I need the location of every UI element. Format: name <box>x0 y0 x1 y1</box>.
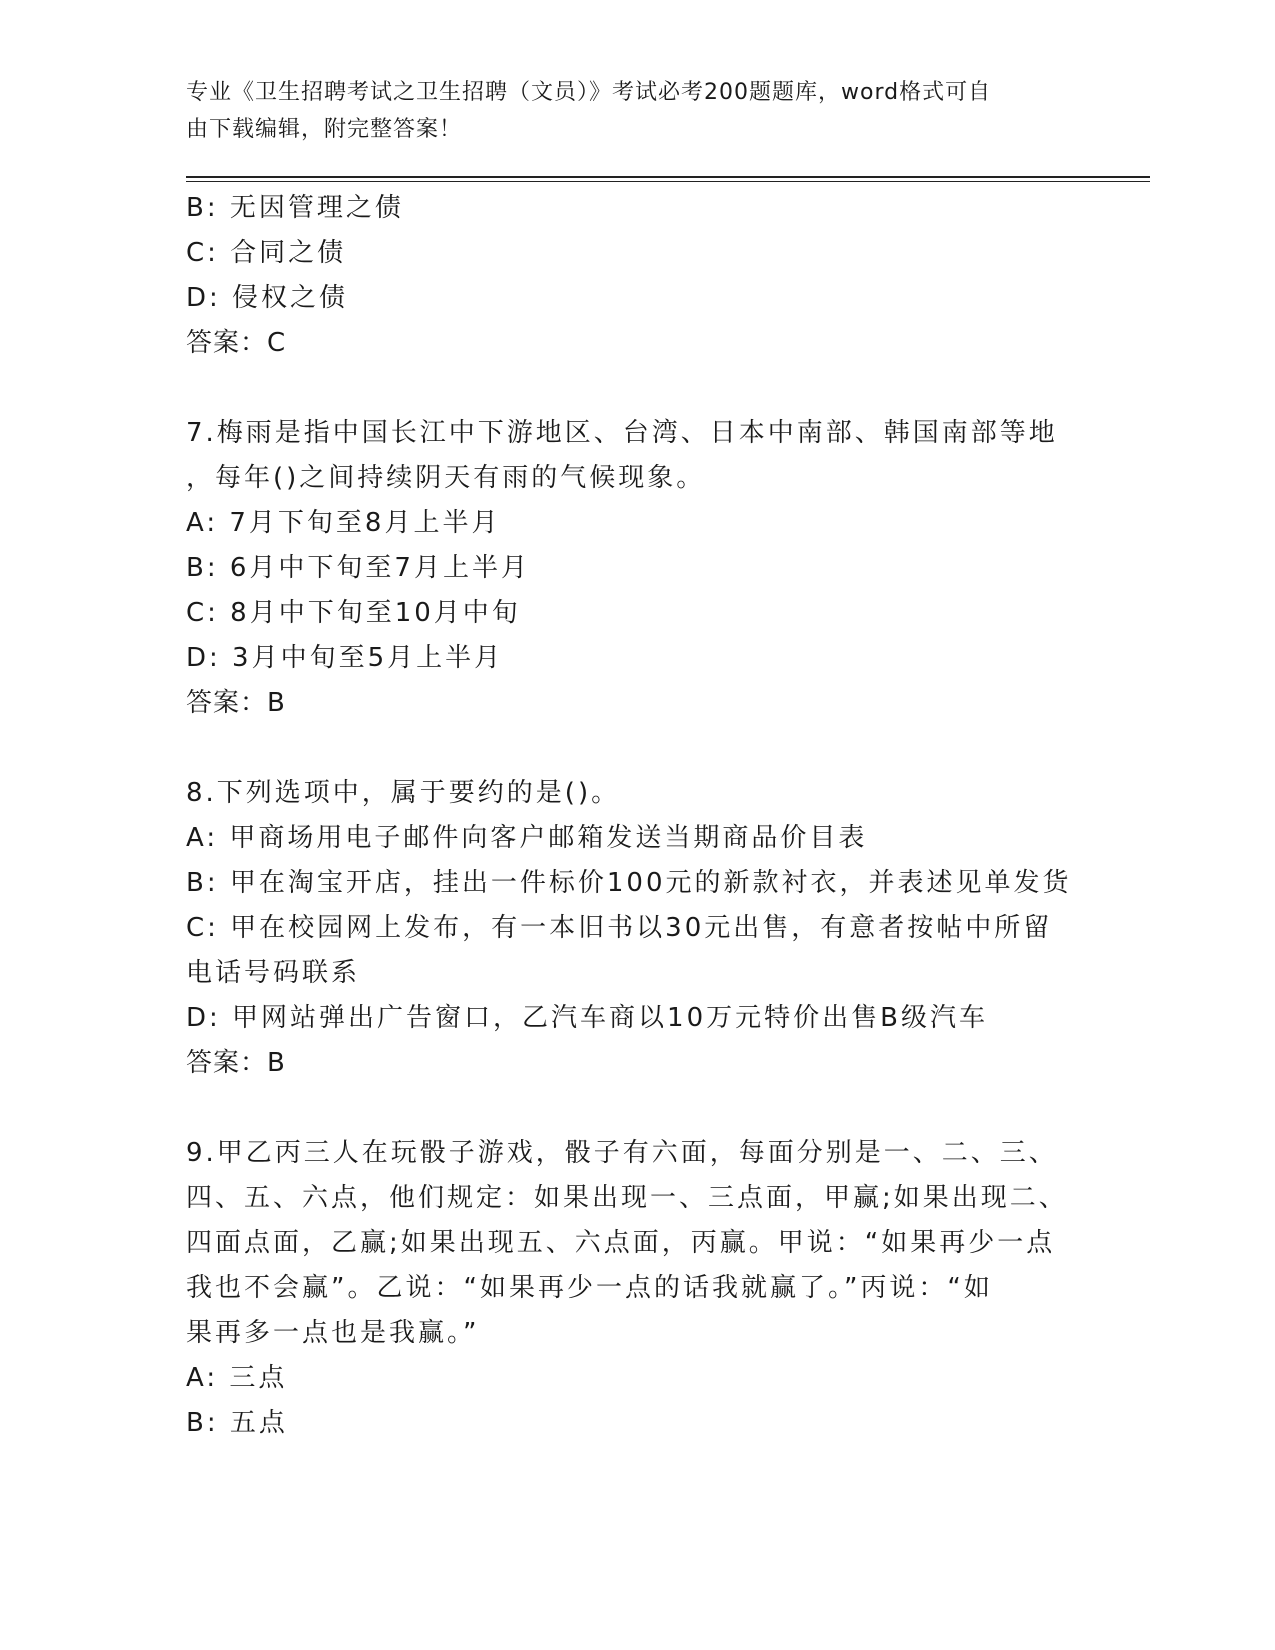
answer: 答案：C <box>186 328 287 358</box>
header-rule-thick <box>186 176 1150 178</box>
question-stem: 7.梅雨是指中国长江中下游地区、台湾、日本中南部、韩国南部等地 <box>186 418 1058 448</box>
question-stem: 8.下列选项中，属于要约的是()。 <box>186 778 621 808</box>
question-9 <box>186 1131 1086 1446</box>
question-stem: 四面点面，乙赢;如果出现五、六点面，丙赢。甲说：“如果再少一点 <box>186 1228 1056 1258</box>
option-a: A: 三点 <box>186 1363 288 1393</box>
option-b: B: 五点 <box>186 1408 288 1438</box>
header-line-1: 专业《卫生招聘考试之卫生招聘（文员）》考试必考200题题库，word格式可自 <box>186 80 992 105</box>
document-header <box>186 74 1066 148</box>
option-b: B: 无因管理之债 <box>186 193 404 223</box>
option-c-continued: 电话号码联系 <box>186 958 361 988</box>
option-d: D: 甲网站弹出广告窗口，乙汽车商以10万元特价出售B级汽车 <box>186 1003 988 1033</box>
question-8 <box>186 771 1086 1086</box>
option-c: C: 甲在校园网上发布，有一本旧书以30元出售，有意者按帖中所留 <box>186 913 1053 943</box>
option-b: B: 6月中下旬至7月上半月 <box>186 553 530 583</box>
question-stem: 9.甲乙丙三人在玩骰子游戏，骰子有六面，每面分别是一、二、三、 <box>186 1138 1058 1168</box>
question-stem: 我也不会赢”。乙说：“如果再少一点的话我就赢了。”丙说：“如 <box>186 1273 993 1303</box>
question-stem: 四、五、六点，他们规定：如果出现一、三点面，甲赢;如果出现二、 <box>186 1183 1068 1213</box>
option-c: C: 合同之债 <box>186 238 347 268</box>
option-a: A: 7月下旬至8月上半月 <box>186 508 501 538</box>
answer: 答案：B <box>186 688 286 718</box>
question-7 <box>186 411 1086 726</box>
option-a: A: 甲商场用电子邮件向客户邮箱发送当期商品价目表 <box>186 823 868 853</box>
question-stem: ，每年()之间持续阴天有雨的气候现象。 <box>186 463 706 493</box>
question-stem: 果再多一点也是我赢。” <box>186 1318 480 1348</box>
option-c: C: 8月中下旬至10月中旬 <box>186 598 521 628</box>
question-list <box>186 186 1086 1446</box>
option-b: B: 甲在淘宝开店，挂出一件标价100元的新款衬衣，并表述见单发货 <box>186 868 1072 898</box>
question-6-tail <box>186 186 1086 366</box>
answer: 答案：B <box>186 1048 286 1078</box>
header-line-2: 由下载编辑，附完整答案！ <box>186 117 463 142</box>
option-d: D: 3月中旬至5月上半月 <box>186 643 504 673</box>
option-d: D: 侵权之债 <box>186 283 349 313</box>
header-rule-thin <box>186 181 1150 182</box>
